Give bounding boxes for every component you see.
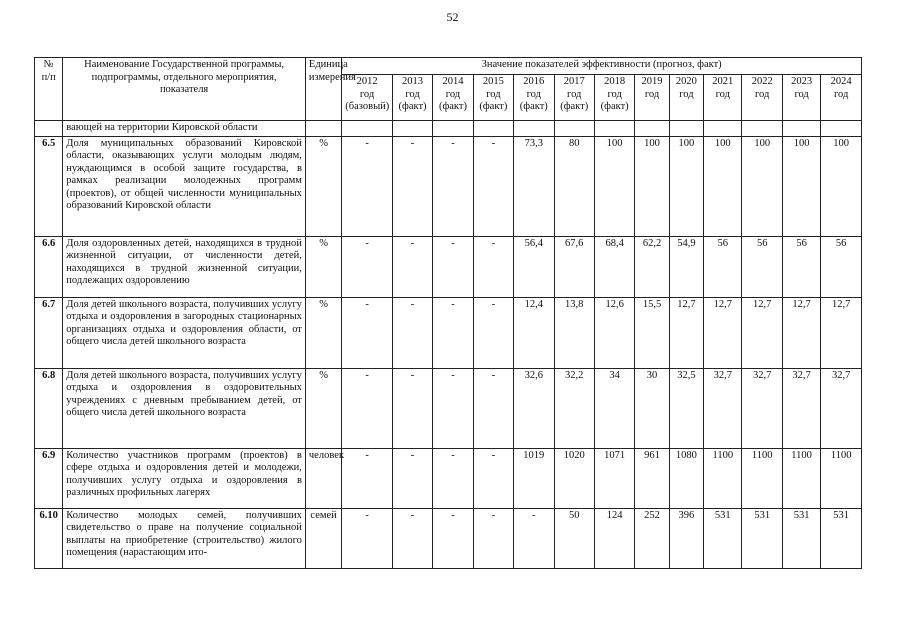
page-number: 52: [446, 10, 459, 24]
row-value: 531: [782, 508, 820, 568]
row-value: 100: [635, 136, 669, 236]
year-header-tag: (факт): [519, 101, 548, 112]
year-header-sub: год: [644, 88, 660, 100]
row-value: -: [433, 297, 473, 368]
row-value: -: [473, 508, 513, 568]
row-unit: %: [305, 236, 341, 297]
row-number: 6.10: [35, 508, 63, 568]
year-header-year: 2012: [356, 76, 378, 87]
year-header-tag: (факт): [438, 101, 467, 112]
row-value: -: [473, 368, 513, 448]
row-value: 1019: [514, 448, 554, 508]
row-value: 100: [742, 136, 782, 236]
row-value: 396: [669, 508, 703, 568]
row-value: -: [433, 236, 473, 297]
row-value: 100: [704, 136, 742, 236]
year-header-year: 2021: [712, 76, 734, 87]
year-header: [594, 75, 634, 121]
year-header-sub: год: [526, 88, 541, 100]
row-name: Доля муниципальных образований Кировской области, оказывающих услуги молодым людям, нуждающимся в особой защите государства, в рамках реализации молодежных программ (проектов), от общей численности муниципальных образований Кировской области: [63, 136, 306, 236]
year-header-tag: [673, 101, 700, 114]
row-number: 6.7: [35, 297, 63, 368]
row-number: 6.6: [35, 236, 63, 297]
continuation-unit: [305, 121, 341, 137]
row-value: 56: [782, 236, 820, 297]
row-value: -: [342, 508, 393, 568]
row-value: 62,2: [635, 236, 669, 297]
year-header-tag: [745, 101, 778, 114]
year-header-tag: [707, 101, 738, 114]
row-value: -: [514, 508, 554, 568]
year-header-sub: год: [794, 88, 809, 100]
row-value: 100: [594, 136, 634, 236]
row-name: Доля детей школьного возраста, получивших услугу отдыха и оздоровления в оздоровительных учреждениях с дневным пребыванием детей, от общего числа детей школьного возраста: [63, 368, 306, 448]
row-value: -: [473, 236, 513, 297]
row-value: 12,7: [821, 297, 862, 368]
header-unit: Единица измерения: [305, 58, 341, 121]
year-header-tag: (факт): [600, 101, 629, 112]
year-header-tag: (факт): [560, 101, 589, 112]
year-header: [782, 75, 820, 121]
year-header-year: 2017: [563, 76, 585, 87]
row-number: 6.8: [35, 368, 63, 448]
row-name: Доля детей школьного возраста, получивших услугу отдыха и оздоровления в загородных стационарных организациях отдыха и оздоровления области, от общего числа детей школьного возраста: [63, 297, 306, 368]
year-header-year: 2014: [442, 76, 464, 87]
row-value: 12,7: [742, 297, 782, 368]
year-header-year: 2016: [523, 76, 545, 87]
year-header-sub: год: [715, 88, 730, 100]
year-header: [635, 75, 669, 121]
table-row: [35, 136, 862, 236]
year-header-year: 2022: [751, 76, 773, 87]
year-header: [742, 75, 782, 121]
year-header: [433, 75, 473, 121]
row-value: -: [342, 448, 393, 508]
row-value: 124: [594, 508, 634, 568]
year-header-year: 2018: [604, 76, 626, 87]
table-row: [35, 297, 862, 368]
year-header-sub: год: [755, 88, 770, 100]
row-value: 56: [821, 236, 862, 297]
row-value: -: [392, 236, 432, 297]
row-value: 531: [704, 508, 742, 568]
row-unit: %: [305, 368, 341, 448]
year-header: [514, 75, 554, 121]
year-header-sub: год: [679, 88, 694, 100]
row-value: 50: [554, 508, 594, 568]
row-value: -: [392, 448, 432, 508]
year-header-sub: год: [567, 88, 582, 100]
row-value: 12,7: [782, 297, 820, 368]
year-header: [392, 75, 432, 121]
row-value: 100: [782, 136, 820, 236]
row-unit: %: [305, 136, 341, 236]
year-header-sub: год: [359, 88, 375, 100]
row-value: -: [342, 368, 393, 448]
row-value: -: [392, 297, 432, 368]
year-header: [821, 75, 862, 121]
row-name: Доля оздоровленных детей, находящихся в трудной жизненной ситуации, от численности детей, находящихся в трудной жизненной ситуации, подлежащих оздоровлению: [63, 236, 306, 297]
row-value: 56: [704, 236, 742, 297]
row-unit: человек: [305, 448, 341, 508]
row-value: 12,7: [669, 297, 703, 368]
row-value: 32,5: [669, 368, 703, 448]
year-header-sub: год: [833, 88, 849, 100]
year-header-year: 2024: [830, 76, 852, 87]
row-value: 252: [635, 508, 669, 568]
year-header-tag: (факт): [479, 101, 508, 112]
year-header: [704, 75, 742, 121]
year-header-tag: [786, 101, 817, 114]
row-value: 1100: [782, 448, 820, 508]
row-value: -: [433, 448, 473, 508]
row-value: 12,4: [514, 297, 554, 368]
year-header: [473, 75, 513, 121]
row-name: Количество участников программ (проектов) в сфере отдыха и оздоровления детей и молодежи, получивших услугу отдыха и оздоровления в различных профильных лагерях: [63, 448, 306, 508]
year-header-year: 2019: [641, 76, 663, 87]
row-value: 30: [635, 368, 669, 448]
year-header-year: 2015: [482, 76, 504, 87]
year-header-sub: год: [607, 88, 622, 100]
row-value: 15,5: [635, 297, 669, 368]
row-value: 80: [554, 136, 594, 236]
year-header-tag: (базовый): [345, 101, 390, 112]
header-values-title: Значение показателей эффективности (прогноз, факт): [342, 58, 862, 75]
row-value: -: [433, 368, 473, 448]
row-value: 68,4: [594, 236, 634, 297]
row-value: 1100: [742, 448, 782, 508]
continuation-num: [35, 121, 63, 137]
table-row: [35, 508, 862, 568]
row-number: 6.5: [35, 136, 63, 236]
row-value: -: [392, 508, 432, 568]
table-row: [35, 236, 862, 297]
row-value: -: [433, 136, 473, 236]
row-value: -: [473, 297, 513, 368]
year-header-tag: (факт): [398, 101, 427, 112]
table-row: [35, 368, 862, 448]
year-header-year: 2013: [402, 76, 424, 87]
row-value: 1100: [704, 448, 742, 508]
year-header-sub: год: [405, 88, 420, 100]
year-header-year: 2023: [791, 76, 813, 87]
row-value: 1020: [554, 448, 594, 508]
row-value: 100: [821, 136, 862, 236]
row-value: 32,2: [554, 368, 594, 448]
row-value: 56: [742, 236, 782, 297]
row-value: -: [342, 236, 393, 297]
row-number: 6.9: [35, 448, 63, 508]
indicators-table: [34, 57, 862, 569]
year-header-sub: год: [486, 88, 501, 100]
year-header-tag: [638, 101, 665, 114]
row-value: -: [473, 448, 513, 508]
year-header-sub: год: [445, 88, 461, 100]
row-value: -: [473, 136, 513, 236]
row-value: -: [342, 136, 393, 236]
row-value: 961: [635, 448, 669, 508]
row-unit: %: [305, 297, 341, 368]
year-header: [669, 75, 703, 121]
row-value: -: [342, 297, 393, 368]
row-value: 12,6: [594, 297, 634, 368]
row-unit: семей: [305, 508, 341, 568]
row-value: 34: [594, 368, 634, 448]
row-name: Количество молодых семей, получивших свидетельство о праве на получение социальной выплаты на приобретение (строительство) жилого помещения (нарастающим ито-: [63, 508, 306, 568]
row-value: 531: [742, 508, 782, 568]
row-value: 73,3: [514, 136, 554, 236]
row-value: 67,6: [554, 236, 594, 297]
row-value: 32,7: [742, 368, 782, 448]
year-header-tag: [824, 101, 858, 114]
row-value: 32,7: [782, 368, 820, 448]
row-value: 13,8: [554, 297, 594, 368]
year-header: [554, 75, 594, 121]
row-value: 32,6: [514, 368, 554, 448]
row-value: 54,9: [669, 236, 703, 297]
row-value: -: [433, 508, 473, 568]
year-header-year: 2020: [675, 76, 697, 87]
table-row: [35, 448, 862, 508]
row-value: -: [392, 136, 432, 236]
row-value: 1071: [594, 448, 634, 508]
row-value: 12,7: [704, 297, 742, 368]
row-value: 1080: [669, 448, 703, 508]
header-name: Наименование Государственной программы, подпрограммы, отдельного мероприятия, показателя: [63, 58, 306, 121]
row-value: 531: [821, 508, 862, 568]
header-num: № п/п: [35, 58, 63, 121]
row-value: 32,7: [821, 368, 862, 448]
row-value: 32,7: [704, 368, 742, 448]
row-value: -: [392, 368, 432, 448]
row-value: 56,4: [514, 236, 554, 297]
row-value: 100: [669, 136, 703, 236]
row-value: 1100: [821, 448, 862, 508]
continuation-text: вающей на территории Кировской области: [63, 121, 306, 137]
